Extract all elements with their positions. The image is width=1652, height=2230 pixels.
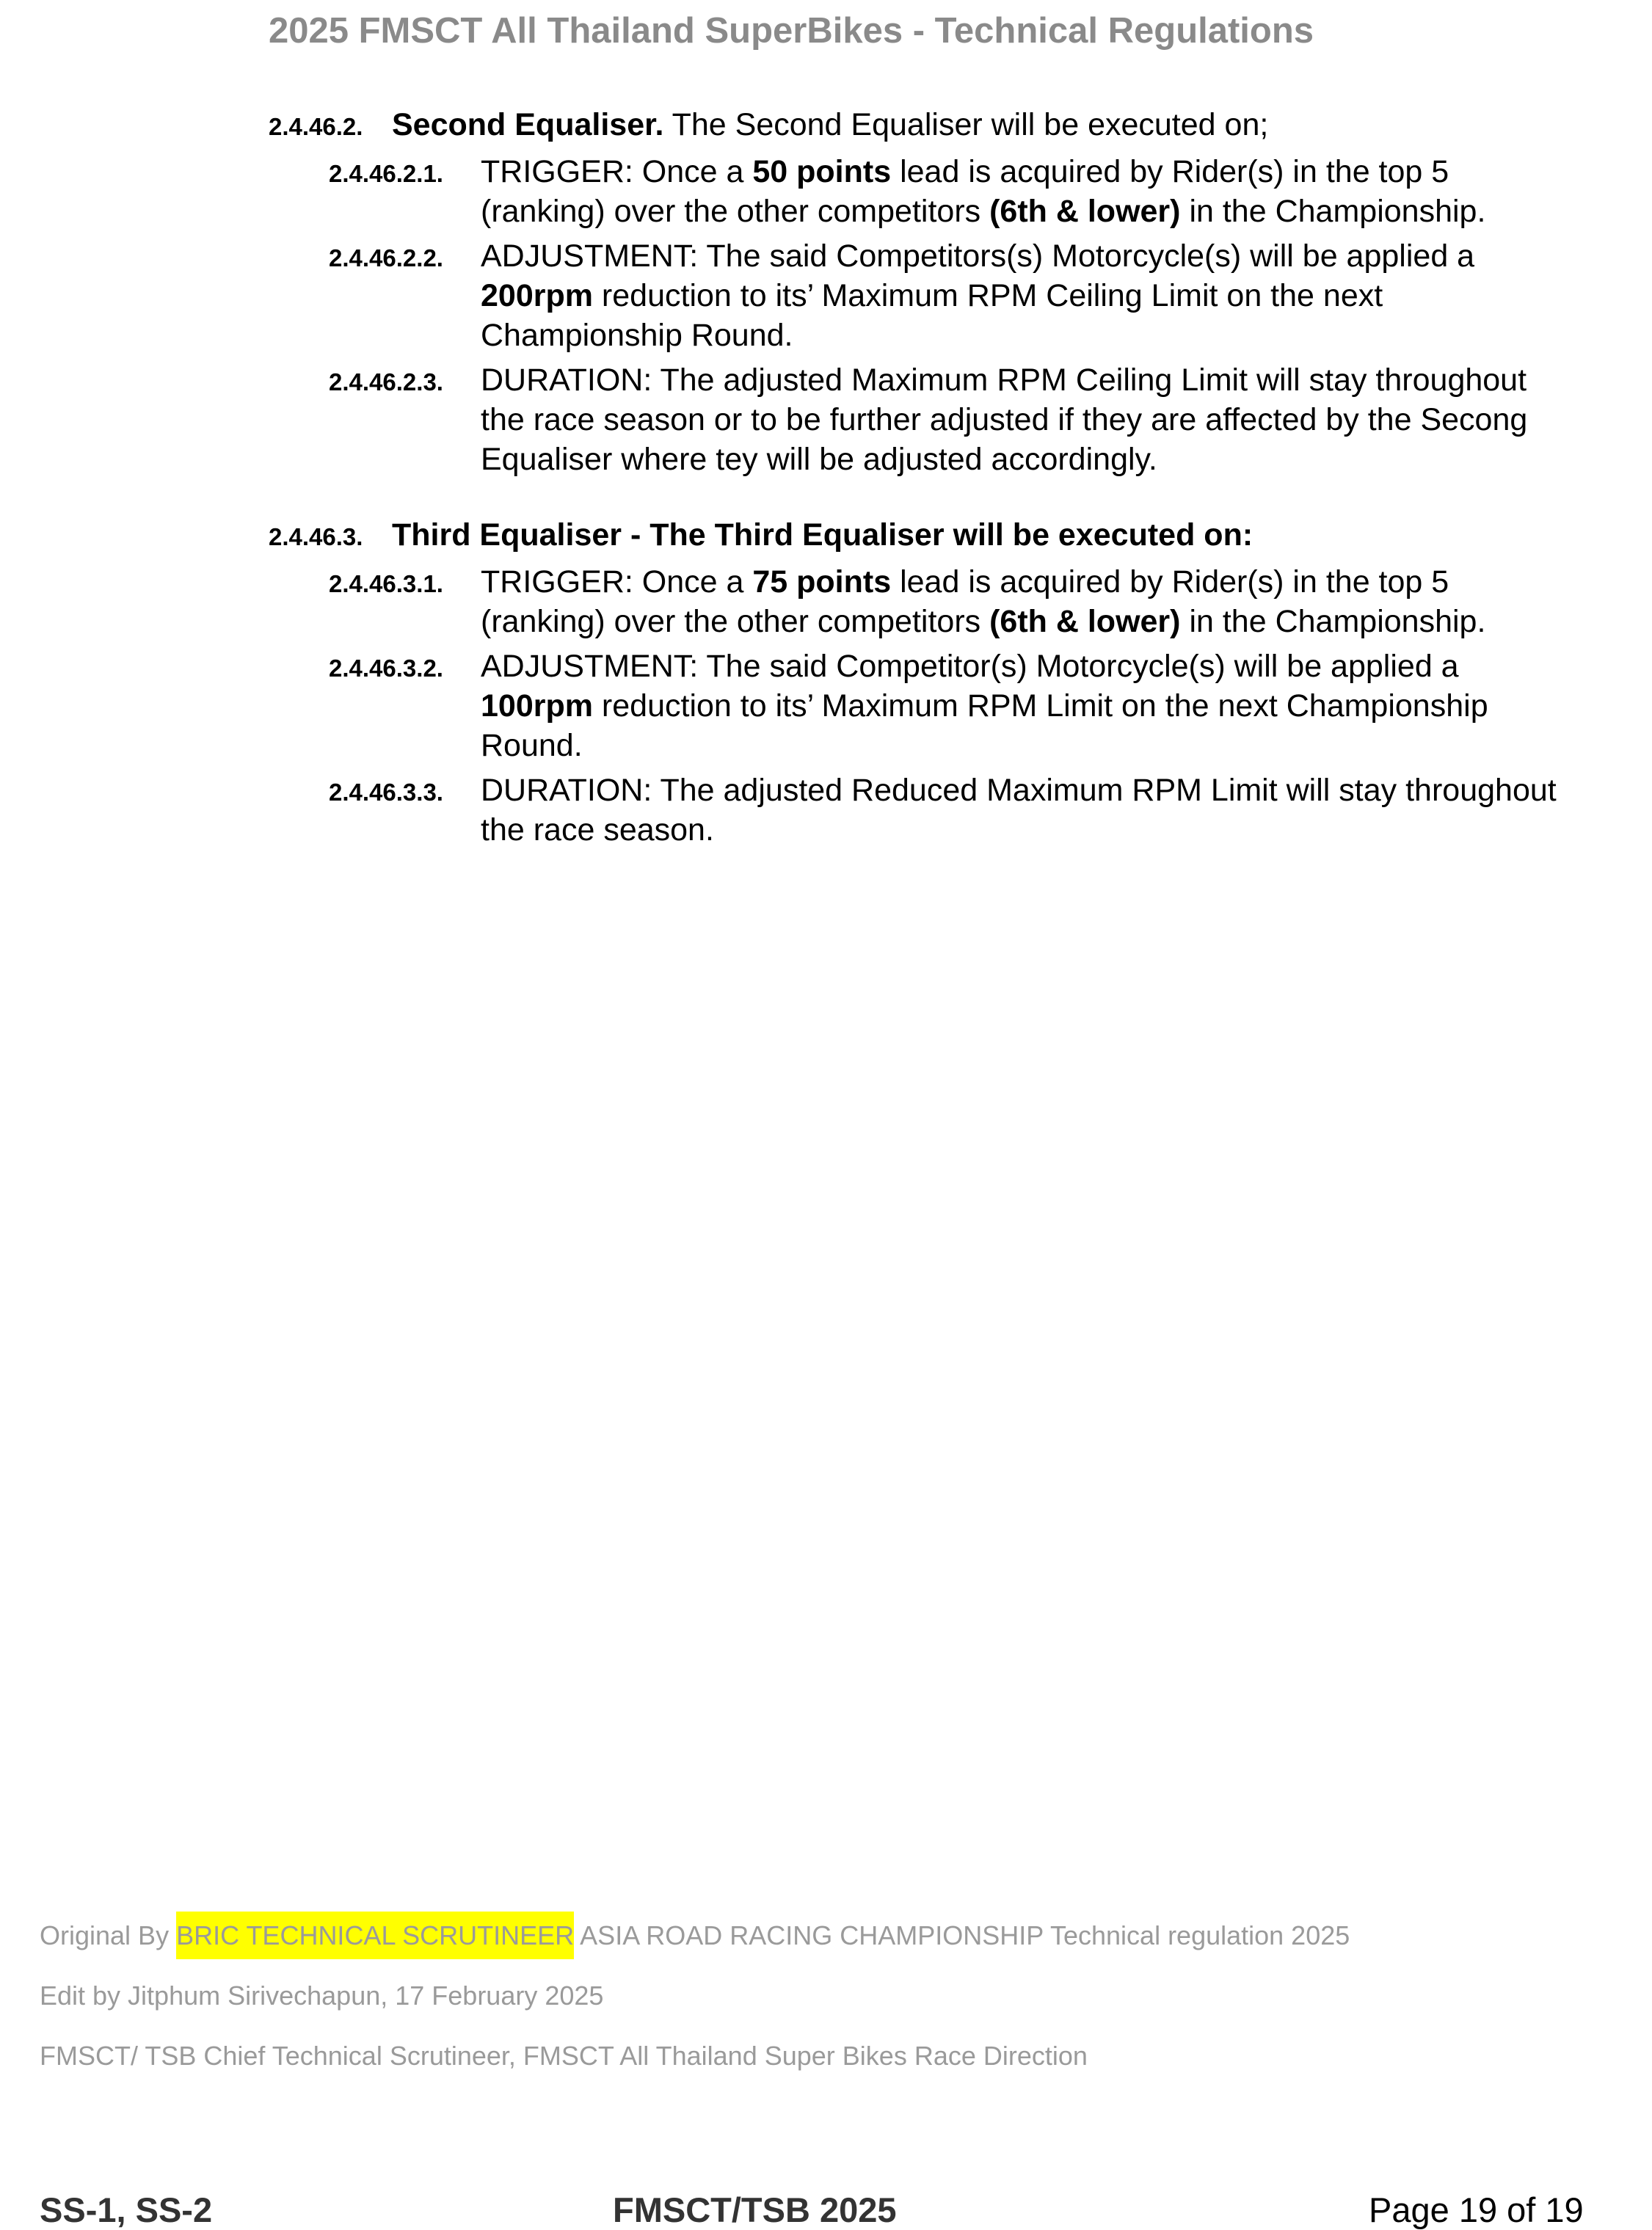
clause-text-part: in the Championship. [1180,194,1486,229]
clause-item [329,152,1590,231]
section-title [392,105,1268,145]
clause-text-bold: 75 points [752,564,892,600]
credits-original [40,1920,1350,1951]
clause-text-bold: 50 points [752,154,892,189]
section-title-bold: Second Equaliser. [392,107,664,142]
section-heading [269,105,1590,147]
clause-text-bold: 200rpm [481,278,593,313]
footer-page-number: Page 19 of 19 [1369,2190,1584,2229]
section-heading [269,515,1590,557]
clause-number: 2.4.46.3.3. [329,779,443,806]
clause-text-part: lead is acquired by Rider(s) in the top 5 (ranking) over the other competitors [481,154,1449,229]
clause-text-part: TRIGGER: Once a [481,154,753,189]
section-title-rest: The Second Equaliser will be executed on; [663,107,1269,142]
section-number: 2.4.46.3. [269,523,363,550]
clause-number: 2.4.46.2.3. [329,368,443,396]
clause-item [329,236,1590,355]
clause-number: 2.4.46.2.2. [329,244,443,272]
section-second-equaliser [269,105,1590,479]
clause-text [481,646,1574,765]
credits-role: FMSCT/ TSB Chief Technical Scrutineer, FMSCT All Thailand Super Bikes Race Direction [40,2041,1088,2071]
clause-text [481,152,1574,231]
clause-text: DURATION: The adjusted Reduced Maximum RPM Limit will stay throughout the race season. [481,773,1557,848]
page-header-title: 2025 FMSCT All Thailand SuperBikes - Technical Regulations [269,11,1314,51]
clause-number: 2.4.46.3.2. [329,655,443,682]
clause-number: 2.4.46.2.1. [329,160,443,187]
section-title [392,515,1253,555]
section-title-bold: Third Equaliser - The Third Equaliser will be executed on: [392,517,1253,553]
clause-text-part: reduction to its’ Maximum RPM Ceiling Limit on the next Championship Round. [481,278,1383,353]
clause-text [481,562,1574,641]
footer-class-label: SS-1, SS-2 [40,2190,213,2229]
clause-text-part: lead is acquired by Rider(s) in the top 5 (ranking) over the other competitors [481,564,1449,639]
clause-item [329,562,1590,641]
credits-editor: Edit by Jitphum Sirivechapun, 17 February 2025 [40,1981,604,2011]
clause-item [329,770,1590,850]
clause-text-bold: 100rpm [481,688,593,724]
clause-item [329,646,1590,765]
highlighted-text: BRIC TECHNICAL SCRUTINEER [176,1912,574,1959]
credits-prefix: Original By [40,1920,177,1950]
clause-text-bold: (6th & lower) [989,604,1181,639]
clause-text-part: ADJUSTMENT: The said Competitor(s) Motorcycle(s) will be applied a [481,649,1459,684]
credits-suffix: ASIA ROAD RACING CHAMPIONSHIP Technical regulation 2025 [574,1920,1350,1950]
clause-text-part: reduction to its’ Maximum RPM Limit on the next Championship Round. [481,688,1488,763]
section-third-equaliser [269,515,1590,850]
clause-text-part: in the Championship. [1180,604,1486,639]
clause-number: 2.4.46.3.1. [329,570,443,597]
clause-text-part: TRIGGER: Once a [481,564,753,600]
clause-text-bold: (6th & lower) [989,194,1181,229]
clause-text [481,236,1574,355]
clause-item [329,360,1590,479]
footer-doc-id: FMSCT/TSB 2025 [613,2190,897,2229]
clause-text: DURATION: The adjusted Maximum RPM Ceiling Limit will stay throughout the race season or to be further adjusted if they are affected by the Secong Equaliser where tey will be adjusted accordingly. [481,362,1528,477]
section-number: 2.4.46.2. [269,113,363,140]
clause-text-part: ADJUSTMENT: The said Competitors(s) Motorcycle(s) will be applied a [481,238,1475,274]
